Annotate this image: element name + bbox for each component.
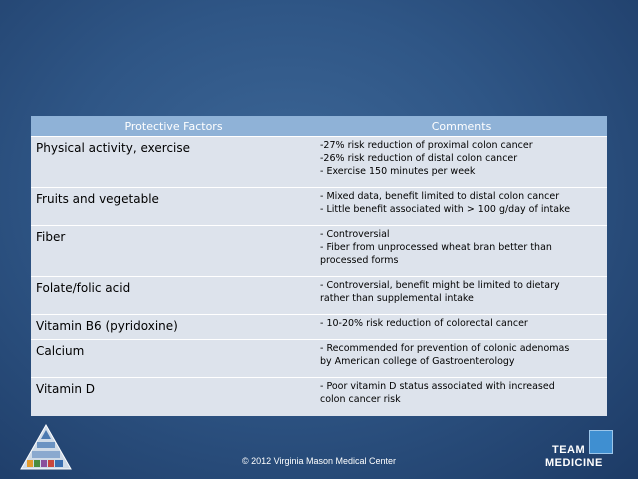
comment-line: - Recommended for prevention of colonic adenomas [320, 343, 570, 354]
comment-line: - 10-20% risk reduction of colorectal cancer [320, 318, 528, 329]
comment-line: - Controversial [320, 229, 390, 240]
protective-factors-table [31, 116, 607, 416]
table-header-row [31, 116, 607, 137]
comment-line: -27% risk reduction of proximal colon cancer [320, 140, 533, 151]
factor-cell: Vitamin B6 (pyridoxine) [31, 315, 316, 340]
comment-line: rather than supplemental intake [320, 293, 474, 304]
team-medicine-logo [545, 430, 625, 472]
comment-cell [316, 340, 607, 378]
footer-copyright: © 2012 Virginia Mason Medical Center [241, 456, 397, 466]
comment-line: - Little benefit associated with > 100 g/day of intake [320, 204, 571, 215]
comment-line: -26% risk reduction of distal colon cancer [320, 153, 518, 164]
comment-cell [316, 315, 607, 340]
comment-cell [316, 226, 607, 277]
comment-line: - Poor vitamin D status associated with increased [320, 381, 555, 392]
table-row [31, 340, 607, 378]
table-row [31, 277, 607, 315]
logo-medicine-text: MEDICINE [545, 457, 603, 469]
comment-line: processed forms [320, 255, 399, 266]
factor-cell: Folate/folic acid [31, 277, 316, 315]
comment-line: colon cancer risk [320, 394, 401, 405]
logo-team-text: TEAM [552, 444, 586, 456]
factor-cell: Vitamin D [31, 378, 316, 417]
factor-cell: Calcium [31, 340, 316, 378]
factor-cell: Fruits and vegetable [31, 188, 316, 226]
table-row [31, 378, 607, 417]
comment-cell [316, 188, 607, 226]
comment-cell [316, 277, 607, 315]
comment-line: - Fiber from unprocessed wheat bran better than [320, 242, 552, 253]
header-protective-factors: Protective Factors [31, 116, 316, 137]
header-comments: Comments [316, 116, 607, 137]
factor-cell: Fiber [31, 226, 316, 277]
comment-line: - Mixed data, benefit limited to distal colon cancer [320, 191, 560, 202]
comment-line: by American college of Gastroenterology [320, 356, 515, 367]
table-row [31, 226, 607, 277]
virginia-mason-badge-icon [589, 430, 613, 454]
comment-cell [316, 137, 607, 188]
table-row [31, 315, 607, 340]
table-row [31, 188, 607, 226]
table-row [31, 137, 607, 188]
comment-line: - Exercise 150 minutes per week [320, 166, 476, 177]
comment-line: - Controversial, benefit might be limited to dietary [320, 280, 560, 291]
factor-cell: Physical activity, exercise [31, 137, 316, 188]
comment-cell [316, 378, 607, 417]
